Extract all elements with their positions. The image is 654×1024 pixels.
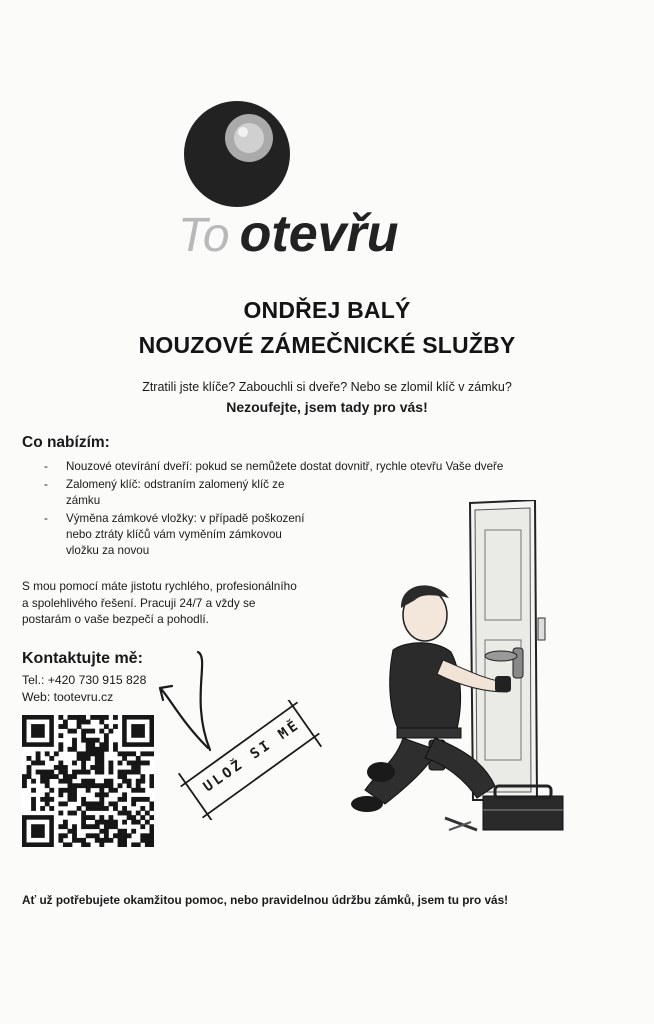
contact-web: Web: tootevru.cz xyxy=(22,690,114,704)
offer-item-text: Zalomený klíč: odstraním zalomený klíč ze xyxy=(66,478,285,491)
offer-item-text: vložku za novou xyxy=(66,544,150,557)
locksmith-illustration xyxy=(345,500,570,845)
logo-wordmark xyxy=(178,204,399,264)
list-item: - Nouzové otevírání dveří: pokud se nemůžete dostat dovnitř, rychle otevřu Vaše dveře xyxy=(44,460,504,473)
name-title: ONDŘEJ BALÝ xyxy=(243,297,411,323)
offer-item-text: Výměna zámkové vložky: v případě poškození xyxy=(66,512,305,525)
offer-heading: Co nabízím: xyxy=(22,434,110,451)
save-me-stamp xyxy=(170,700,330,820)
logo xyxy=(0,0,654,270)
assurance-paragraph: S mou pomocí máte jistotu rychlého, profesionálního a spolehlivého řešení. Pracuji 24/7 a vždy se postarám o vaše bezpečí a pohodlí. xyxy=(22,579,297,626)
contact-heading: Kontaktujte mě: xyxy=(22,650,143,667)
qr-code[interactable] xyxy=(22,715,154,847)
logo-text-bold: otevřu xyxy=(239,205,399,263)
list-item: - Výměna zámkové vložky: v případě poškození nebo ztráty klíčů vám vyměním zámkovou vložku za novou xyxy=(44,512,305,557)
stamp-text: ULOŽ SI MĚ xyxy=(200,716,304,796)
intro-reassurance: Nezoufejte, jsem tady pro vás! xyxy=(226,399,428,415)
list-item: - Zalomený klíč: odstraním zalomený klíč ze zámku xyxy=(44,478,285,507)
offer-item-text: zámku xyxy=(66,494,101,507)
intro-question: Ztratili jste klíče? Zabouchli si dveře? Nebo se zlomil klíč v zámku? xyxy=(142,380,512,394)
offer-item-text: Nouzové otevírání dveří: pokud se nemůžete dostat dovnitř, rychle otevřu Vaše dveře xyxy=(66,460,504,473)
contact-phone: Tel.: +420 730 915 828 xyxy=(22,673,147,687)
footer-slogan: Ať už potřebujete okamžitou pomoc, nebo pravidelnou údržbu zámků, jsem tu pro vás! xyxy=(22,893,509,907)
logo-text-light: To xyxy=(178,209,230,262)
logo-circle-icon xyxy=(183,100,291,208)
service-title: NOUZOVÉ ZÁMEČNICKÉ SLUŽBY xyxy=(138,332,516,358)
offer-item-text: nebo ztráty klíčů vám vyměním zámkovou xyxy=(66,528,282,541)
